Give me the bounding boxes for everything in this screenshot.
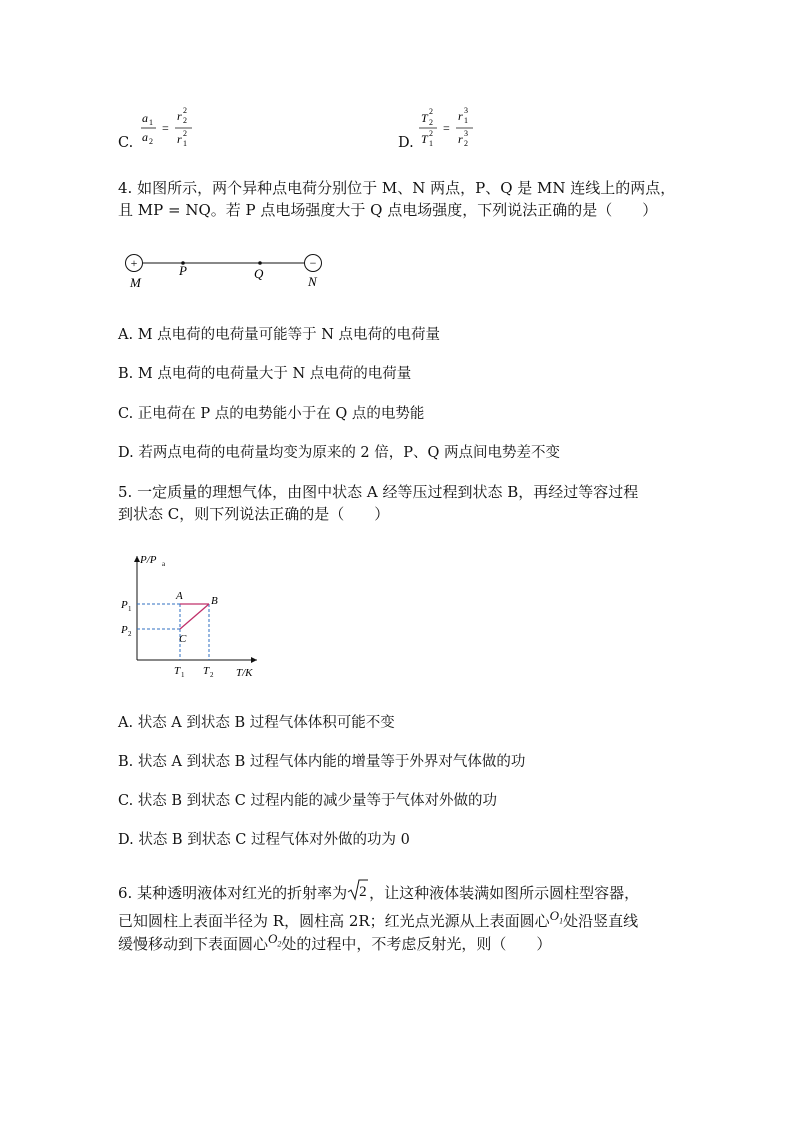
svg-text:r: r	[177, 109, 182, 123]
q6-stem-line3: 缓慢移动到下表面圆心$O_2$处的过程中，不考虑反射光，则（ ）	[118, 931, 552, 953]
svg-text:=: =	[162, 121, 169, 135]
svg-text:2: 2	[210, 671, 214, 679]
q4-option-a: A. M 点电荷的电荷量可能等于 N 点电荷的电荷量	[118, 327, 441, 343]
label-q: Q	[254, 266, 264, 281]
q5-option-b: B. 状态 A 到状态 B 过程气体内能的增量等于外界对气体做的功	[118, 754, 526, 770]
svg-text:a: a	[162, 560, 166, 568]
svg-text:1: 1	[183, 139, 187, 148]
option-c-letter: C.	[118, 135, 134, 151]
label-m: M	[130, 275, 141, 290]
svg-text:r: r	[458, 132, 463, 146]
process-b-c	[180, 604, 209, 629]
q4-charge-figure	[118, 248, 338, 290]
svg-text:1: 1	[149, 118, 153, 127]
q5-stem-line1: 5. 一定质量的理想气体，由图中状态 A 经等压过程到状态 B，再经过等容过程	[118, 483, 639, 501]
point-q	[258, 261, 262, 265]
p2-label: P	[121, 624, 128, 636]
formula-c-a1: a	[142, 111, 148, 125]
p1-label: P	[121, 599, 128, 611]
svg-text:1: 1	[429, 139, 433, 148]
svg-text:r: r	[458, 109, 463, 123]
svg-text:2: 2	[429, 118, 433, 127]
q5-stem-line2: 到状态 C，则下列说法正确的是（ ）	[118, 505, 390, 523]
svg-text:2: 2	[128, 630, 132, 638]
q6-stem-line1: 6. 某种透明液体对红光的折射率为 2 ，让这种液体装满如图所示圆柱型容器，	[118, 883, 639, 903]
svg-text:1: 1	[181, 671, 185, 679]
svg-text:2: 2	[464, 139, 468, 148]
q5-option-a: A. 状态 A 到状态 B 过程气体体积可能不变	[118, 715, 395, 731]
state-a-label: A	[176, 590, 183, 602]
label-p: P	[179, 263, 187, 278]
option-c-formula	[140, 102, 200, 150]
o2-label: $O_2$	[268, 931, 282, 949]
q4-option-b: B. M 点电荷的电荷量大于 N 点电荷的电荷量	[118, 366, 412, 382]
sqrt-two: 2	[347, 883, 369, 903]
svg-text:+: +	[130, 256, 138, 270]
state-c-label: C	[179, 633, 187, 645]
x-axis-label: T/K	[236, 667, 253, 679]
svg-text:2: 2	[149, 137, 153, 146]
t1-label: T	[174, 665, 181, 677]
q6-stem-line2: 已知圆柱上表面半径为 R，圆柱高 2R；红光点光源从上表面圆心$O_1$处沿竖直线	[118, 908, 639, 930]
q5-option-c: C. 状态 B 到状态 C 过程内能的减少量等于气体对外做的功	[118, 793, 497, 809]
q4-option-d: D. 若两点电荷的电荷量均变为原来的 2 倍，P、Q 两点间电势差不变	[118, 445, 561, 461]
svg-text:−: −	[309, 256, 317, 270]
svg-text:3: 3	[464, 129, 468, 138]
state-b-label: B	[211, 595, 218, 607]
svg-text:2: 2	[183, 116, 187, 125]
formula-c-a2: a	[142, 130, 148, 144]
svg-text:T: T	[421, 111, 428, 125]
q4-stem-line2: 且 MP = NQ。若 P 点电场强度大于 Q 点电场强度，下列说法正确的是（ ）	[118, 201, 658, 219]
svg-text:3: 3	[464, 106, 468, 115]
svg-text:2: 2	[183, 106, 187, 115]
svg-text:1: 1	[464, 116, 468, 125]
t2-label: T	[203, 665, 210, 677]
svg-text:2: 2	[429, 107, 433, 116]
option-d-formula	[418, 102, 484, 150]
label-n: N	[308, 274, 317, 289]
q4-stem-line1: 4. 如图所示，两个异种点电荷分别位于 M、N 两点，P、Q 是 MN 连线上的两点，	[118, 179, 676, 197]
o1-label: $O_1$	[549, 908, 564, 926]
svg-text:=: =	[443, 121, 450, 135]
svg-text:T: T	[421, 132, 428, 146]
q5-pt-diagram	[112, 550, 282, 682]
svg-text:2: 2	[429, 129, 433, 138]
svg-text:1: 1	[128, 605, 132, 613]
option-d-letter: D.	[398, 135, 414, 151]
svg-text:2: 2	[183, 129, 187, 138]
q5-option-d: D. 状态 B 到状态 C 过程气体对外做的功为 0	[118, 832, 410, 848]
svg-text:r: r	[177, 132, 182, 146]
y-axis-label: P/P	[140, 554, 157, 566]
q4-option-c: C. 正电荷在 P 点的电势能小于在 Q 点的电势能	[118, 406, 425, 422]
